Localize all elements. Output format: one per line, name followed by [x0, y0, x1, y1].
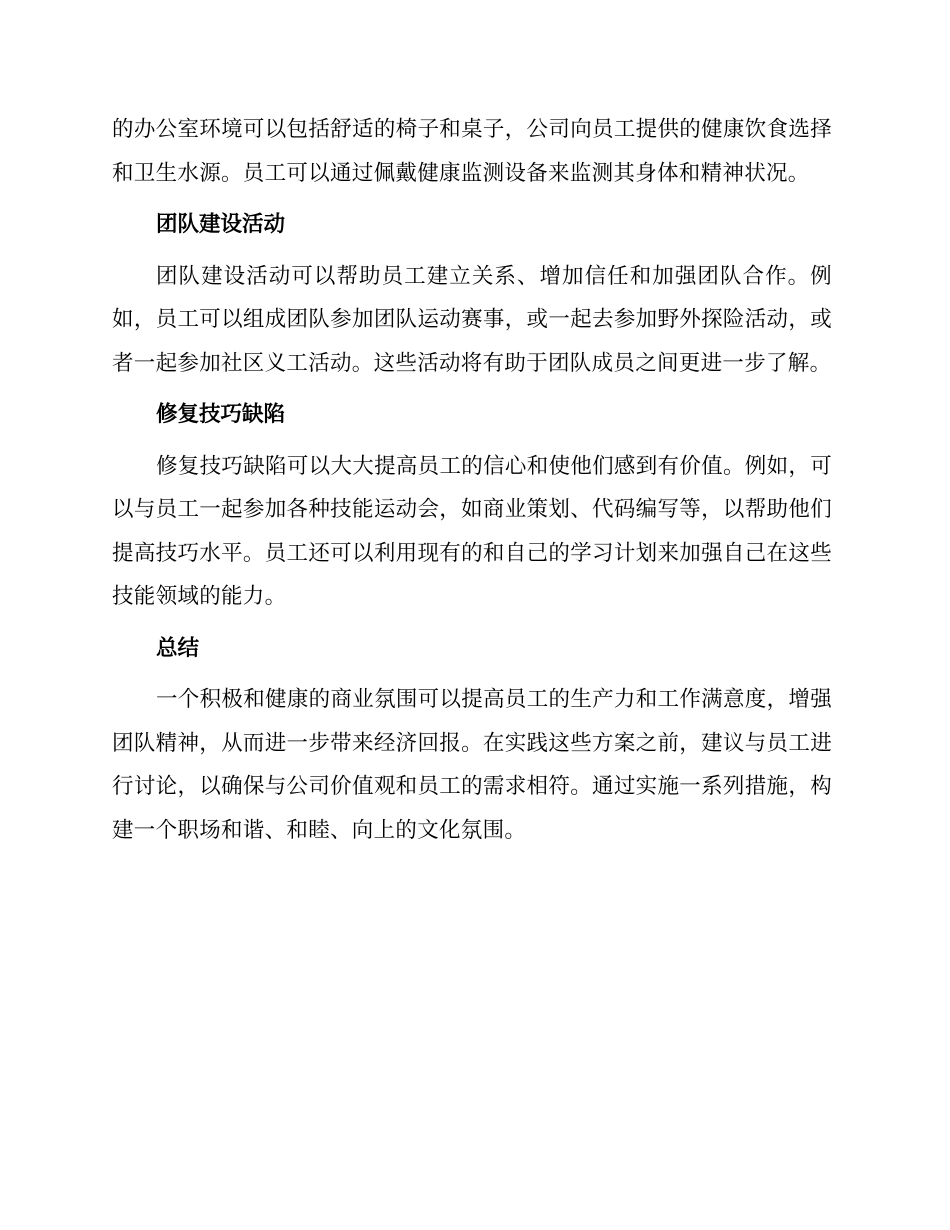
section-heading-skill-gaps: 修复技巧缺陷: [156, 402, 286, 427]
intro-paragraph: 的办公室环境可以包括舒适的椅子和桌子，公司向员工提供的健康饮食选择和卫生水源。员工可以通过佩戴健康监测设备来监测其身体和精神状况。: [112, 117, 832, 186]
section-body-summary: 一个积极和健康的商业氛围可以提高员工的生产力和工作满意度，增强团队精神，从而进一步带来经济回报。在实践这些方案之前，建议与员工进行讨论，以确保与公司价值观和员工的需求相符。通过实施一系列措施，构建一个职场和谐、和睦、向上的文化氛围。: [112, 687, 832, 843]
section-body-skill-gaps: 修复技巧缺陷可以大大提高员工的信心和使他们感到有价值。例如，可以与员工一起参加各种技能运动会，如商业策划、代码编写等，以帮助他们提高技巧水平。员工还可以利用现有的和自己的学习计划来加强自己在这些技能领域的能力。: [112, 453, 832, 609]
section-body-team-building: 团队建设活动可以帮助员工建立关系、增加信任和加强团队合作。例如，员工可以组成团队参加团队运动赛事，或一起去参加野外探险活动，或者一起参加社区义工活动。这些活动将有助于团队成员之间更进一步了解。: [112, 263, 832, 376]
document-page: [112, 108, 832, 852]
section-heading-team-building: 团队建设活动: [156, 212, 286, 237]
section-heading-summary: 总结: [156, 635, 200, 661]
